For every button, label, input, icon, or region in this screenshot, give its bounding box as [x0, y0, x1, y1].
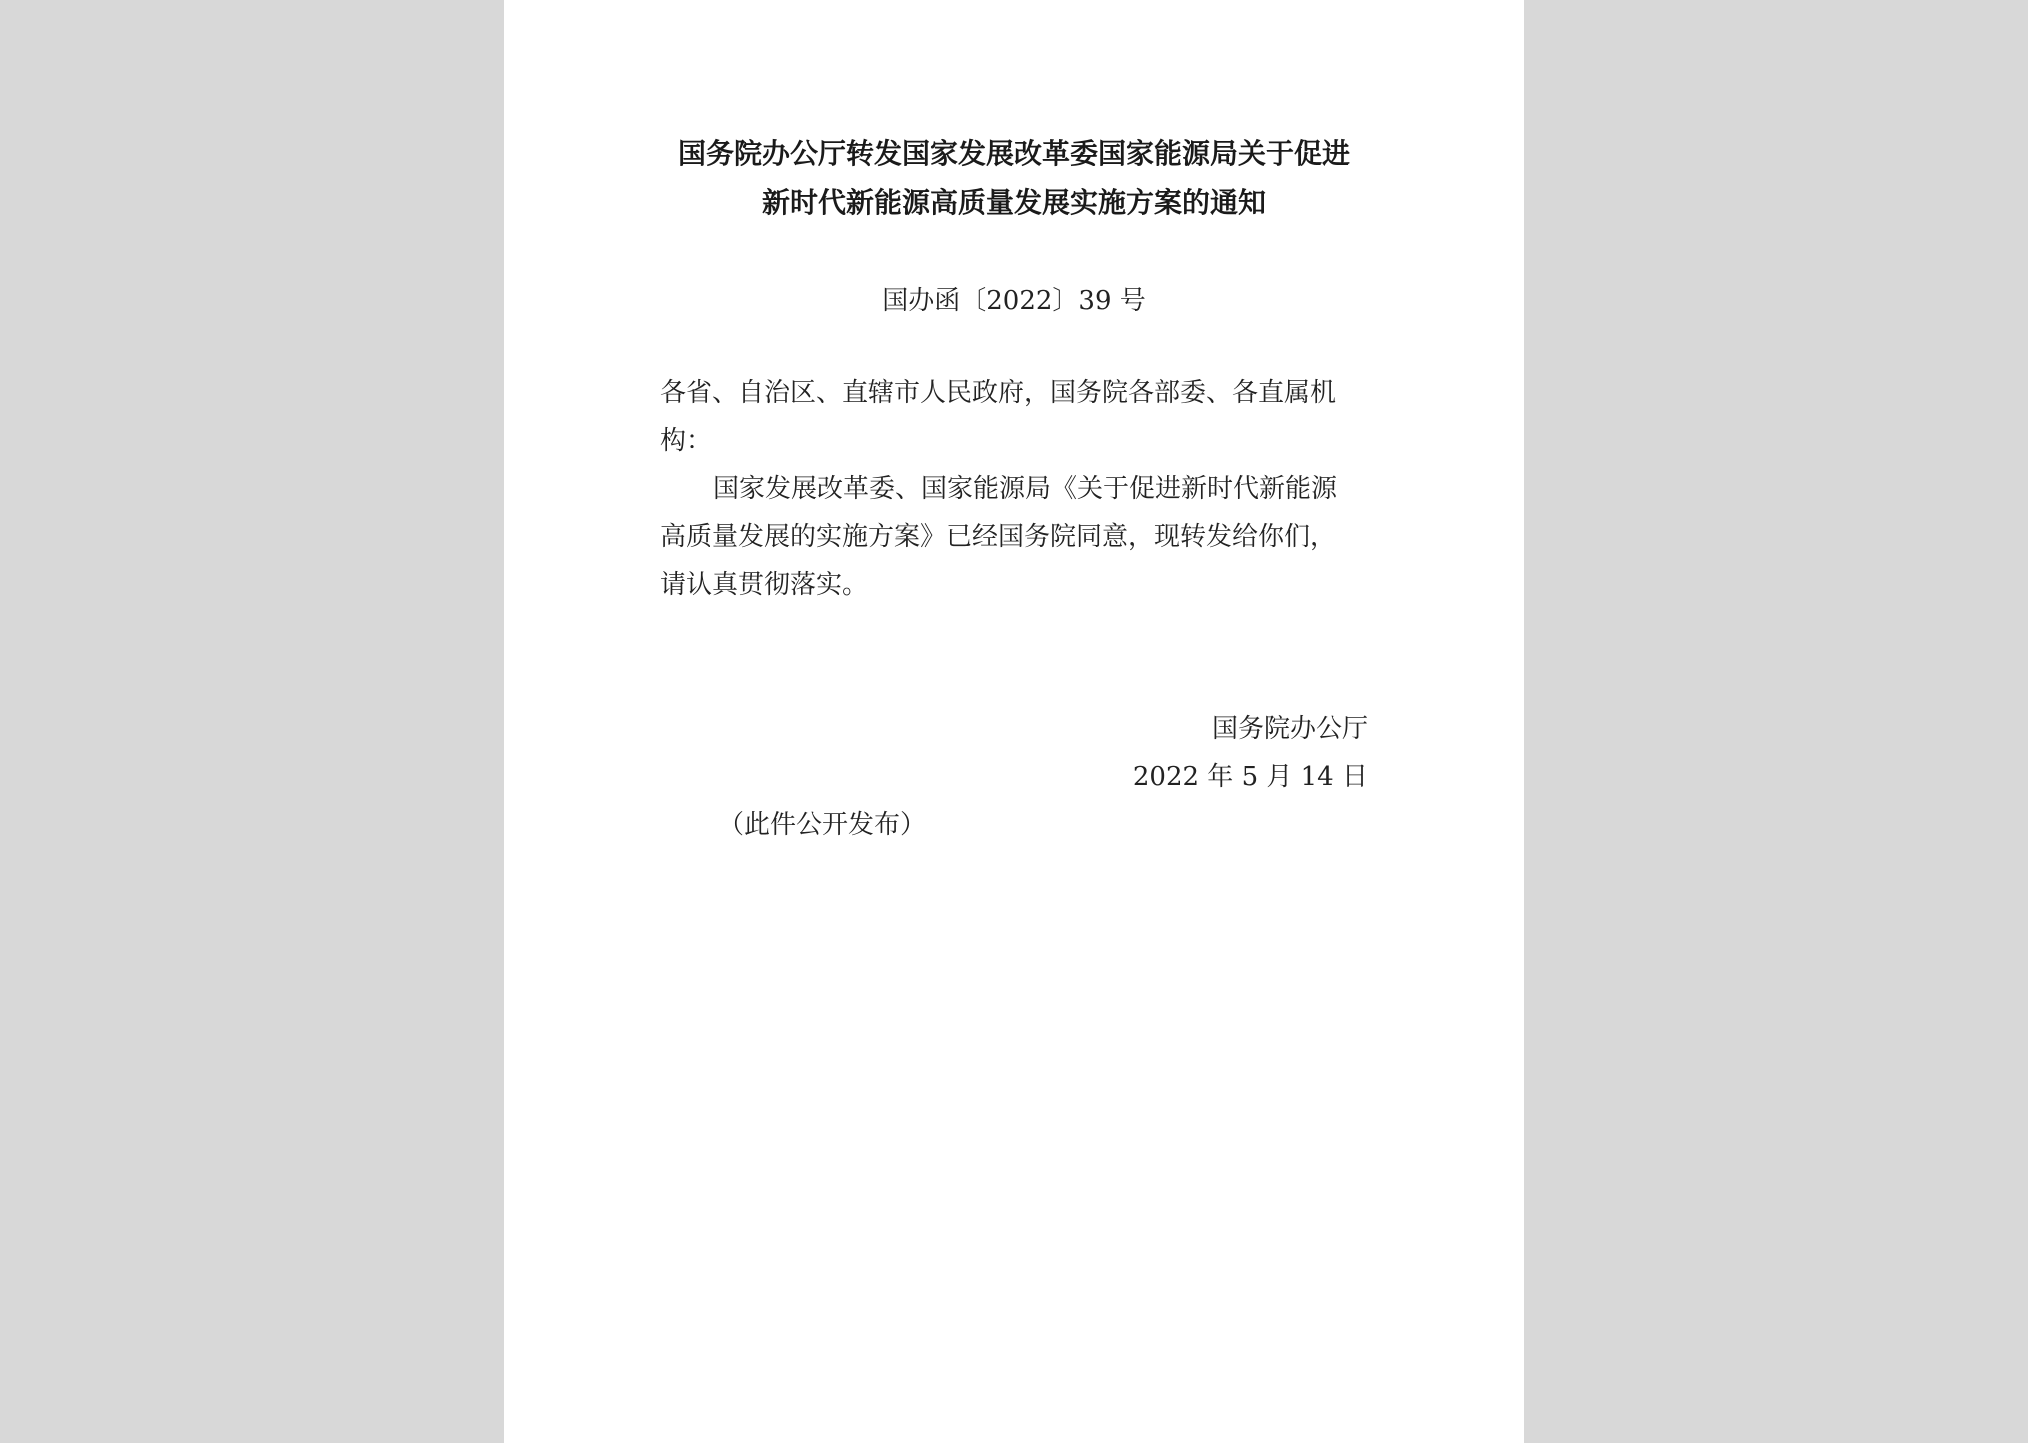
addressee-line-2: 构：	[660, 426, 713, 456]
addressee-line-1: 各省、自治区、直辖市人民政府，国务院各部委、各直属机	[660, 378, 1337, 408]
signature-date: 2022 年 5 月 14 日	[1132, 762, 1368, 792]
publication-note: （此件公开发布）	[718, 810, 927, 840]
body-line-1: 国家发展改革委、国家能源局《关于促进新时代新能源	[713, 474, 1338, 504]
document-title-line-1: 国务院办公厅转发国家发展改革委国家能源局关于促进	[677, 137, 1350, 170]
signature-office: 国务院办公厅	[1211, 714, 1368, 744]
document-title-line-2: 新时代新能源高质量发展实施方案的通知	[761, 186, 1266, 219]
document-number: 国办函〔2022〕39 号	[882, 286, 1146, 316]
body-line-2: 高质量发展的实施方案》已经国务院同意，现转发给你们，	[660, 522, 1337, 552]
document-page	[504, 0, 1524, 1443]
body-line-3: 请认真贯彻落实。	[660, 570, 869, 600]
